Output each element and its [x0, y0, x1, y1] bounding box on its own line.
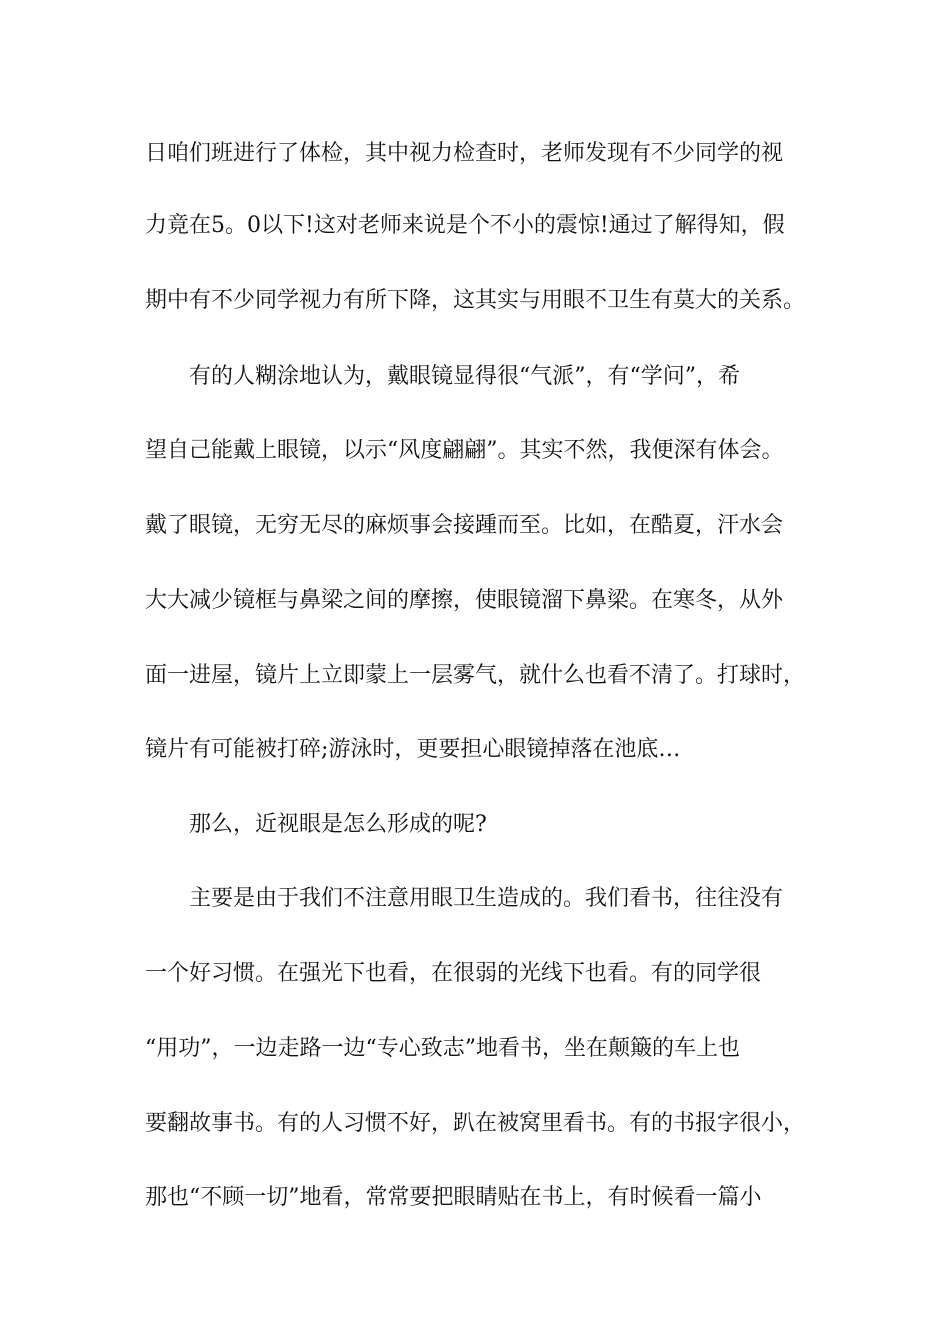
text-line: 戴了眼镜，无穷无尽的麻烦事会接踵而至。比如，在酷夏，汗水会: [145, 513, 784, 538]
text-line: 大大减少镜框与鼻梁之间的摩擦，使眼镜溜下鼻梁。在寒冬，从外: [145, 588, 784, 613]
paragraph-first-line: 有的人糊涂地认为，戴眼镜显得很“气派”，有“学问”，希: [189, 364, 740, 389]
paragraph-first-line: 主要是由于我们不注意用眼卫生造成的。我们看书，往往没有: [189, 886, 784, 911]
text-line: 那也“不顾一切”地看，常常要把眼睛贴在书上，有时候看一篇小: [145, 1185, 762, 1210]
text-line: 面一进屋，镜片上立即蒙上一层雾气，就什么也看不清了。打球时，: [145, 663, 806, 688]
text-line: 镜片有可能被打碎;游泳时，更要担心眼镜掉落在池底…: [145, 737, 681, 762]
text-line: 期中有不少同学视力有所下降，这其实与用眼不卫生有莫大的关系。: [145, 288, 806, 313]
text-line: 望自己能戴上眼镜，以示“风度翩翩”。其实不然，我便深有体会。: [145, 438, 784, 463]
text-line: “用功”，一边走路一边“专心致志”地看书，坐在颠簸的车上也: [145, 1036, 740, 1061]
text-line: 日咱们班进行了体检，其中视力检查时，老师发现有不少同学的视: [145, 141, 784, 166]
paragraph-first-line: 那么，近视眼是怎么形成的呢?: [189, 812, 487, 837]
text-line: 力竟在5。0以下!这对老师来说是个不小的震惊!通过了解得知，假: [145, 213, 785, 238]
text-line: 一个好习惯。在强光下也看，在很弱的光线下也看。有的同学很: [145, 961, 762, 986]
text-line: 要翻故事书。有的人习惯不好，趴在被窝里看书。有的书报字很小，: [145, 1111, 806, 1136]
